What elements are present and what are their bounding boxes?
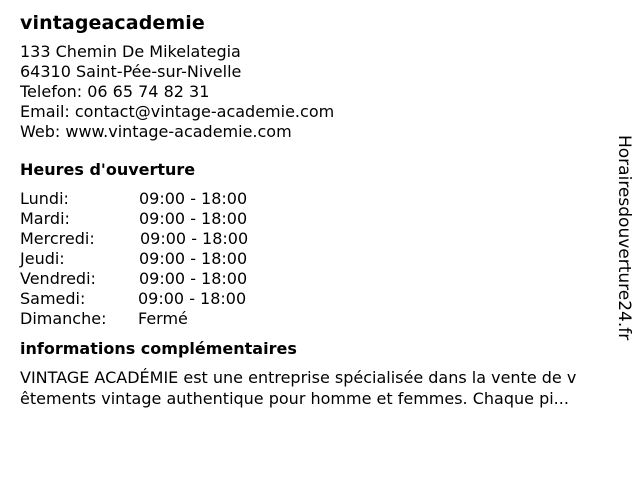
description-line: êtements vintage authentique pour homme et femmes. Chaque pi... — [20, 389, 569, 408]
day-label: Jeudi: — [20, 249, 65, 268]
hours-row-tuesday — [20, 209, 620, 229]
day-label: Mercredi: — [20, 229, 95, 248]
phone-number[interactable]: Telefon: 06 65 74 82 31 — [20, 82, 210, 101]
email-address[interactable]: Email: contact@vintage-academie.com — [20, 102, 335, 121]
hours-row-saturday — [20, 289, 620, 309]
hours-value: 09:00 - 18:00 — [139, 269, 248, 288]
hours-value: Fermé — [138, 309, 188, 328]
day-label: Mardi: — [20, 209, 70, 228]
contact-block — [20, 42, 620, 142]
day-label: Lundi: — [20, 189, 69, 208]
hours-value: 09:00 - 18:00 — [139, 209, 248, 228]
additional-info-title: informations complémentaires — [20, 339, 297, 358]
business-description — [20, 367, 620, 409]
hours-row-monday — [20, 189, 620, 209]
hours-row-thursday — [20, 249, 620, 269]
opening-hours-title: Heures d'ouverture — [20, 160, 196, 179]
opening-hours-table — [20, 189, 620, 329]
address-city: 64310 Saint-Pée-sur-Nivelle — [20, 62, 242, 81]
business-card — [20, 10, 620, 409]
day-label: Samedi: — [20, 289, 86, 308]
description-line: VINTAGE ACADÉMIE est une entreprise spécialisée dans la vente de v — [20, 368, 577, 387]
hours-value: 09:00 - 18:00 — [139, 189, 248, 208]
hours-row-sunday — [20, 309, 620, 329]
website-url[interactable]: Web: www.vintage-academie.com — [20, 122, 292, 141]
hours-value: 09:00 - 18:00 — [139, 249, 248, 268]
business-name: vintageacademie — [20, 12, 205, 34]
hours-row-friday — [20, 269, 620, 289]
hours-value: 09:00 - 18:00 — [140, 229, 249, 248]
site-watermark: Horairesdouverture24.fr — [614, 135, 634, 341]
hours-row-wednesday — [20, 229, 620, 249]
day-label: Vendredi: — [20, 269, 96, 288]
hours-value: 09:00 - 18:00 — [138, 289, 247, 308]
day-label: Dimanche: — [20, 309, 107, 328]
address-street: 133 Chemin De Mikelategia — [20, 42, 241, 61]
